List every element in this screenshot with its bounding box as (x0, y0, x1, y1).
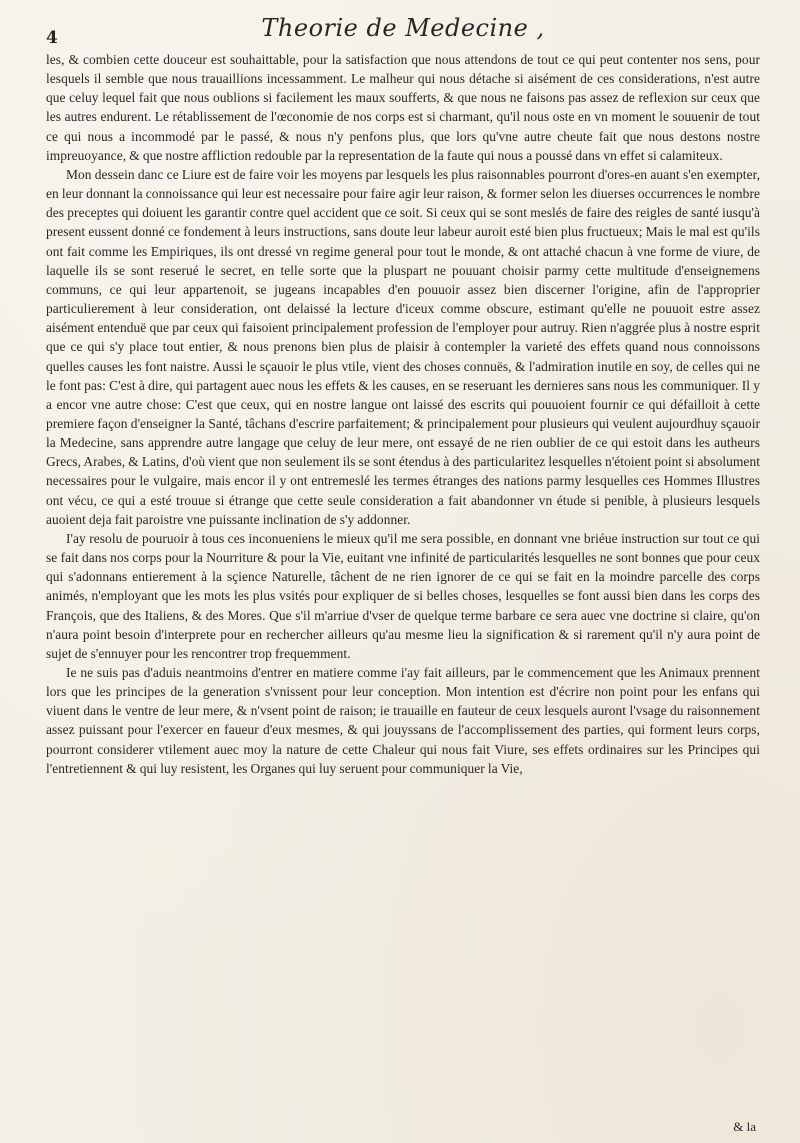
paragraph-4: Ie ne suis pas d'aduis neantmoins d'entrer en matiere comme i'ay fait ailleurs, par le commencement que les Animaux prennent lors que les principes de la generation s'vnissent pour leur conception. Mon intention est d'écrire non point pour les enfans qui viuent dans le ventre de leur mere, & n'vsent point de raison; ie trauaille en fauteur de ceux lesquels auront l'vsage du raisonnement assez puissant pour l'exercer en faueur d'eux mesmes, & qui jouyssans de l'accomplissement des parties, qui forment leurs corps, pourront considerer vtilement auec moy la nature de cette Chaleur qui nous fait Viure, ses effets ordinaires sur les Principes qui l'entretiennent & qui luy resistent, les Organes qui luy seruent pour communiquer la Vie, (46, 665, 760, 776)
running-title: Theorie de Medecine , (261, 14, 545, 42)
page-number: 4 (46, 28, 58, 48)
page-header (46, 14, 760, 48)
body-text (46, 50, 760, 778)
paragraph-2: Mon dessein danc ce Liure est de faire voir les moyens par lesquels les plus raisonnables pourront d'ores-en auant s'en exempter, en leur donnant la connoissance qui leur est necessaire pour faire agir leur raison, & former selon les diuerses occurrences le nombre des preceptes qui doiuent les garantir contre quel accident que ce soit. Si ceux qui se sont meslés de faire des reigles de santé iusqu'à present eussent donné ce fondement à leurs instructions, sans doute leur labeur auroit esté bien plus fructueux; Mais le mal est qu'ils ont fait comme les Empiriques, ils ont dressé vn regime general pour tout le monde, & ont attaché chacun à vne forme de viure, de laquelle ils se sont reserué le secret, en telle sorte que la pluspart ne pouuant choisir parmy cette multitude d'enseignemens communs, ce qui leur appartenoit, se jugeans incapables d'en pouuoir assez bien discerner l'origine, afin de l'approprier particulierement à leur consideration, ont delaissé la lecture d'iceux comme obscure, estimant qu'elle ne pouuoit estre assez aisément entenduë que par ceux qui faisoient principalement profession de l'employer pour autruy. Rien n'aggrée plus à nostre esprit que ce qui s'y place tout entier, & nous prenons bien plus de plaisir à contempler la varieté des effets quand nous connoissons quelles causes les font naistre. Aussi le sçauoir le plus vtile, vient des choses connuës, & l'admiration inutile en soy, de celles qui ne le font pas: C'est à dire, qui partagent auec nous les effets & les causes, en se reseruant les dernieres sans nous les communiquer. Il y a encor vne autre chose: C'est que ceux, qui en nostre langue ont laissé des escrits qui pouuoient fournir ce qui défailloit à cette premiere façon d'enseigner la Santé, tâchans d'escrire parfaitement; & principalement pour plusieurs qui veulent aujourdhuy sçauoir la Medecine, sans apprendre autre langage que celuy de leur mere, ont essayé de ne rien oublier de ce qui estoit dans les autheurs Grecs, Arabes, & Latins, d'où vient que non seulement ils se sont étendus à des particularitez lesquelles n'étoient point si absolument necessaires pour le vulgaire, mais encor il y ont entremeslé les termes étranges des nations parmy lesquelles ces Hommes Illustres ont vécu, ce qui a esté trouue si étrange que cette seule consideration a fait abandonner vn étude si penible, à plusieurs lesquels auoient deja fait paroistre vne puissante inclination de s'y addonner. (46, 166, 760, 527)
catchword: & la (733, 1119, 756, 1134)
paragraph-1: les, & combien cette douceur est souhaittable, pour la satisfaction que nous attendons de tout ce qui peut contenter nos sens, pour lesquels il semble que nous trauaillions incessamment. Le malheur qui nous détache si aisément de ces considerations, n'est autre que celuy lequel fait que nous oublions si facilement les maux soufferts, & que nous ne faisons pas assez de reflexion sur ceux que les autres endurent. Le rétablissement de l'œconomie de nos corps est si charmant, qu'il nous oste en vn moment le souuenir de tout ce qui nous a incommodé par le passé, & nous n'y penfons plus, que lors qu'vne autre cheute fait que nous destons nostre impreuoyance, & que nostre affliction redouble par la representation de la faute qui nous a poussé dans vn effet si calamiteux. (46, 52, 760, 163)
paragraph-3: I'ay resolu de pouruoir à tous ces inconueniens le mieux qu'il me sera possible, en donnant vne briéue instruction sur tout ce qui se fait dans nos corps pour la Nourriture & pour la Vie, euitant vne infinité de particularités lesquelles ne sont bonnes que pour ceux qui s'adonnans entierement à la sçience Naturelle, tâchent de ne rien ignorer de ce qui se fait en la moindre parcelle des corps animés, n'employant que les mots les plus vsités pour expliquer de si belles choses, lesquelles se font aussi bien dans les corps des François, que des Italiens, & des Mores. Que s'il m'arriue d'vser de quelque terme barbare ce sera auec vne doctrine si claire, qu'on n'aura point besoin d'interprete pour en rechercher ailleurs qu'au mesme lieu la signification & si rarement qu'il n'y aura point de sujet de s'ennuyer pour les rencontrer trop frequemment. (46, 530, 760, 661)
